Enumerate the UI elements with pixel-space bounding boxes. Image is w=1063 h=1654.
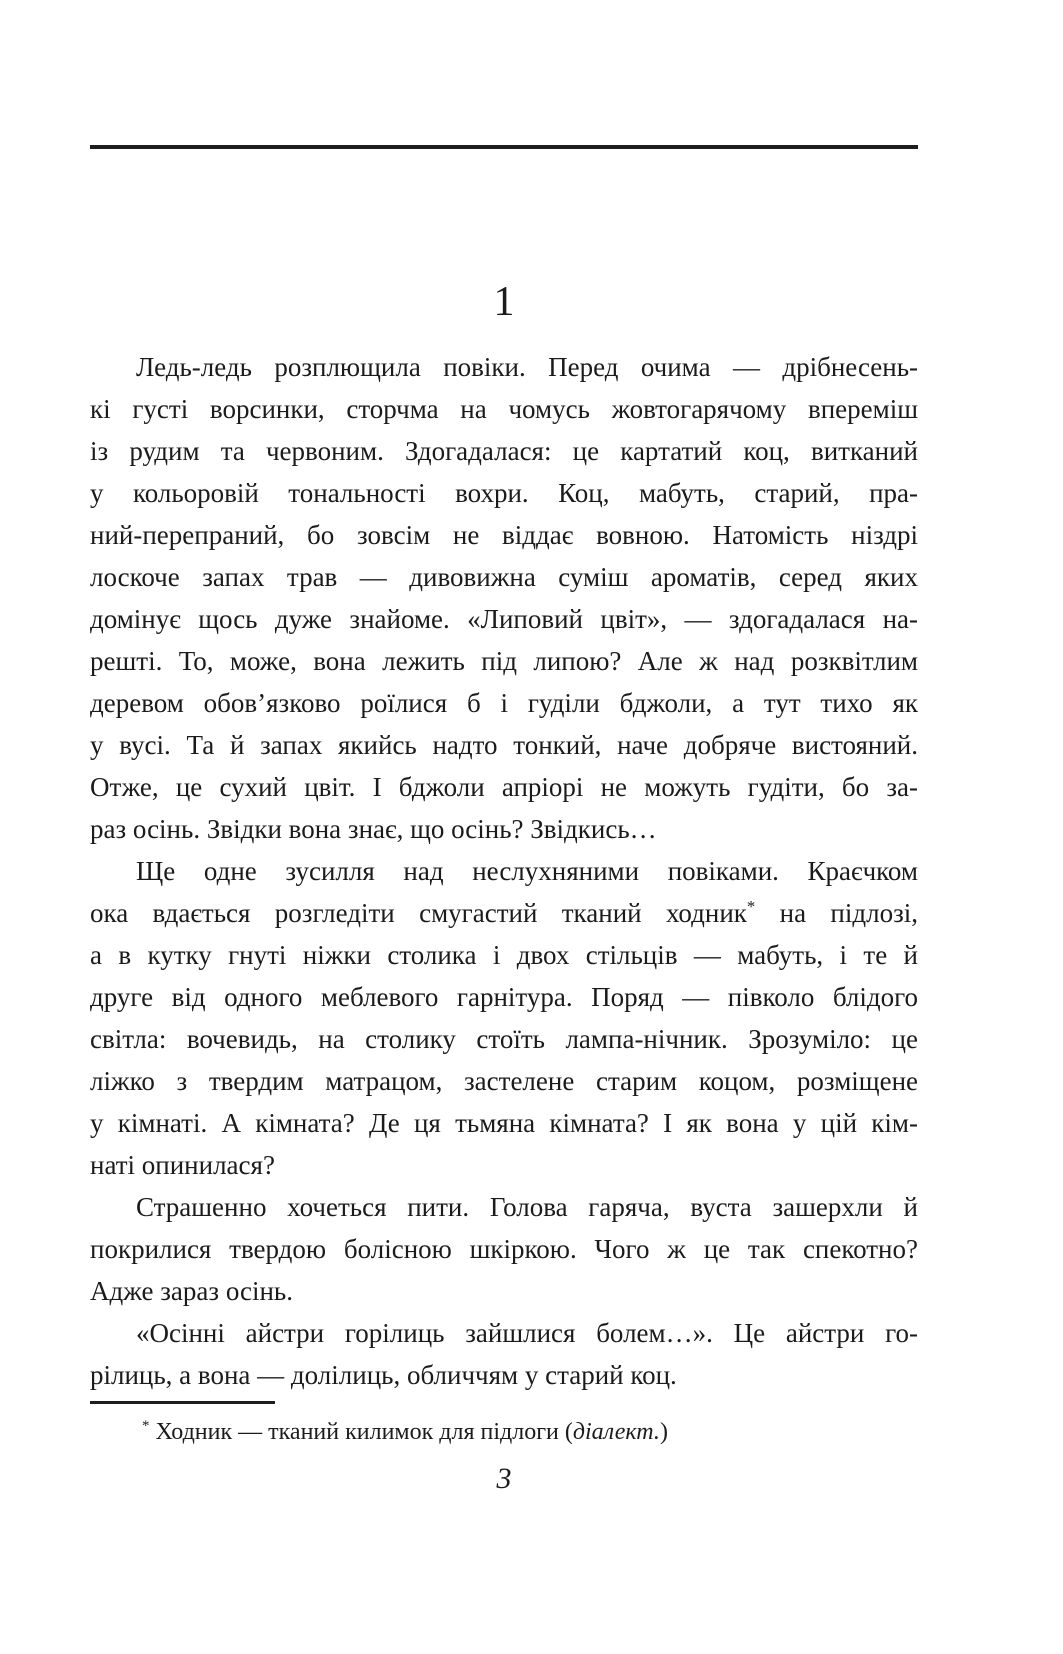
text-line: лоскоче запах трав — дивовижна суміш ароматів, серед яких xyxy=(90,562,918,592)
text-line: решті. То, може, вона лежить під липою? Але ж над розквітлим xyxy=(90,646,918,676)
text-line: деревом обов’язково роїлися б і гуділи бджоли, а тут тихо як xyxy=(90,688,918,718)
header-rule xyxy=(90,145,918,149)
text-line: кі густі ворсинки, сторчма на чомусь жовтогарячому впереміш xyxy=(90,394,918,424)
text-line: Адже зараз осінь. xyxy=(90,1276,293,1306)
text-line: із рудим та червоним. Здогадалася: це картатий коц, витканий xyxy=(90,436,918,466)
text-line: ока вдається розгледіти смугастий тканий ходник* на підлозі, xyxy=(90,897,918,928)
paragraph xyxy=(90,1312,918,1396)
text-line: домінує щось дуже знайоме. «Липовий цвіт», — здогадалася на- xyxy=(90,604,918,634)
text-line: ліжко з твердим матрацом, застелене старим коцом, розміщене xyxy=(90,1066,918,1096)
text-line: у кімнаті. А кімната? Де ця тьмяна кімната? І як вона у цій кім- xyxy=(90,1108,918,1138)
text-line: Ще одне зусилля над неслухняними повіками. Краєчком xyxy=(136,856,918,886)
text-line: друге від одного меблевого гарнітура. Поряд — півколо блідого xyxy=(90,982,918,1012)
italic-text: діалект. xyxy=(572,1419,660,1445)
body-text xyxy=(90,346,918,1396)
text-line: раз осінь. Звідки вона знає, що осінь? Звідкись… xyxy=(90,814,657,844)
text-line: у вусі. Та й запах якийсь надто тонкий, наче добряче вистояний. xyxy=(90,730,918,760)
text-line: рілиць, а вона — долілиць, обличчям у старий коц. xyxy=(90,1360,677,1390)
text-line: а в кутку гнуті ніжки столика і двох стільців — мабуть, і те й xyxy=(90,940,918,970)
paragraph xyxy=(90,346,918,850)
text-line: Отже, це сухий цвіт. І бджоли апріорі не можуть гудіти, бо за- xyxy=(90,772,918,802)
footnote xyxy=(90,1416,918,1448)
text-line: Ледь-ледь розплющила повіки. Перед очима — дрібнесень- xyxy=(136,352,918,382)
text-line: «Осінні айстри горілиць зайшлися болем…». Це айстри го- xyxy=(136,1318,918,1348)
paragraph xyxy=(90,850,918,1186)
chapter-number: 1 xyxy=(493,279,515,325)
text-line: наті опинилася? xyxy=(90,1150,275,1180)
text-line: у кольоровій тональності вохри. Коц, мабуть, старий, пра- xyxy=(90,478,918,508)
paragraph xyxy=(90,1186,918,1312)
text-line: покрилися твердою болісною шкіркою. Чого ж це так спекотно? xyxy=(90,1234,918,1264)
text-line: ний-перепраний, бо зовсім не віддає вовною. Натомість ніздрі xyxy=(90,520,918,550)
footnote-text: * Ходник — тканий килимок для підлоги (діалект.) xyxy=(142,1418,668,1445)
text-line: світла: вочевидь, на столику стоїть лампа-нічник. Зрозуміло: це xyxy=(90,1024,918,1054)
footnote-separator-rule xyxy=(90,1401,275,1404)
footnote-marker: * xyxy=(746,897,756,916)
page-number: 3 xyxy=(496,1462,512,1495)
footnote-marker: * xyxy=(142,1418,150,1434)
text-line: Страшенно хочеться пити. Голова гаряча, вуста зашерхли й xyxy=(136,1192,918,1222)
